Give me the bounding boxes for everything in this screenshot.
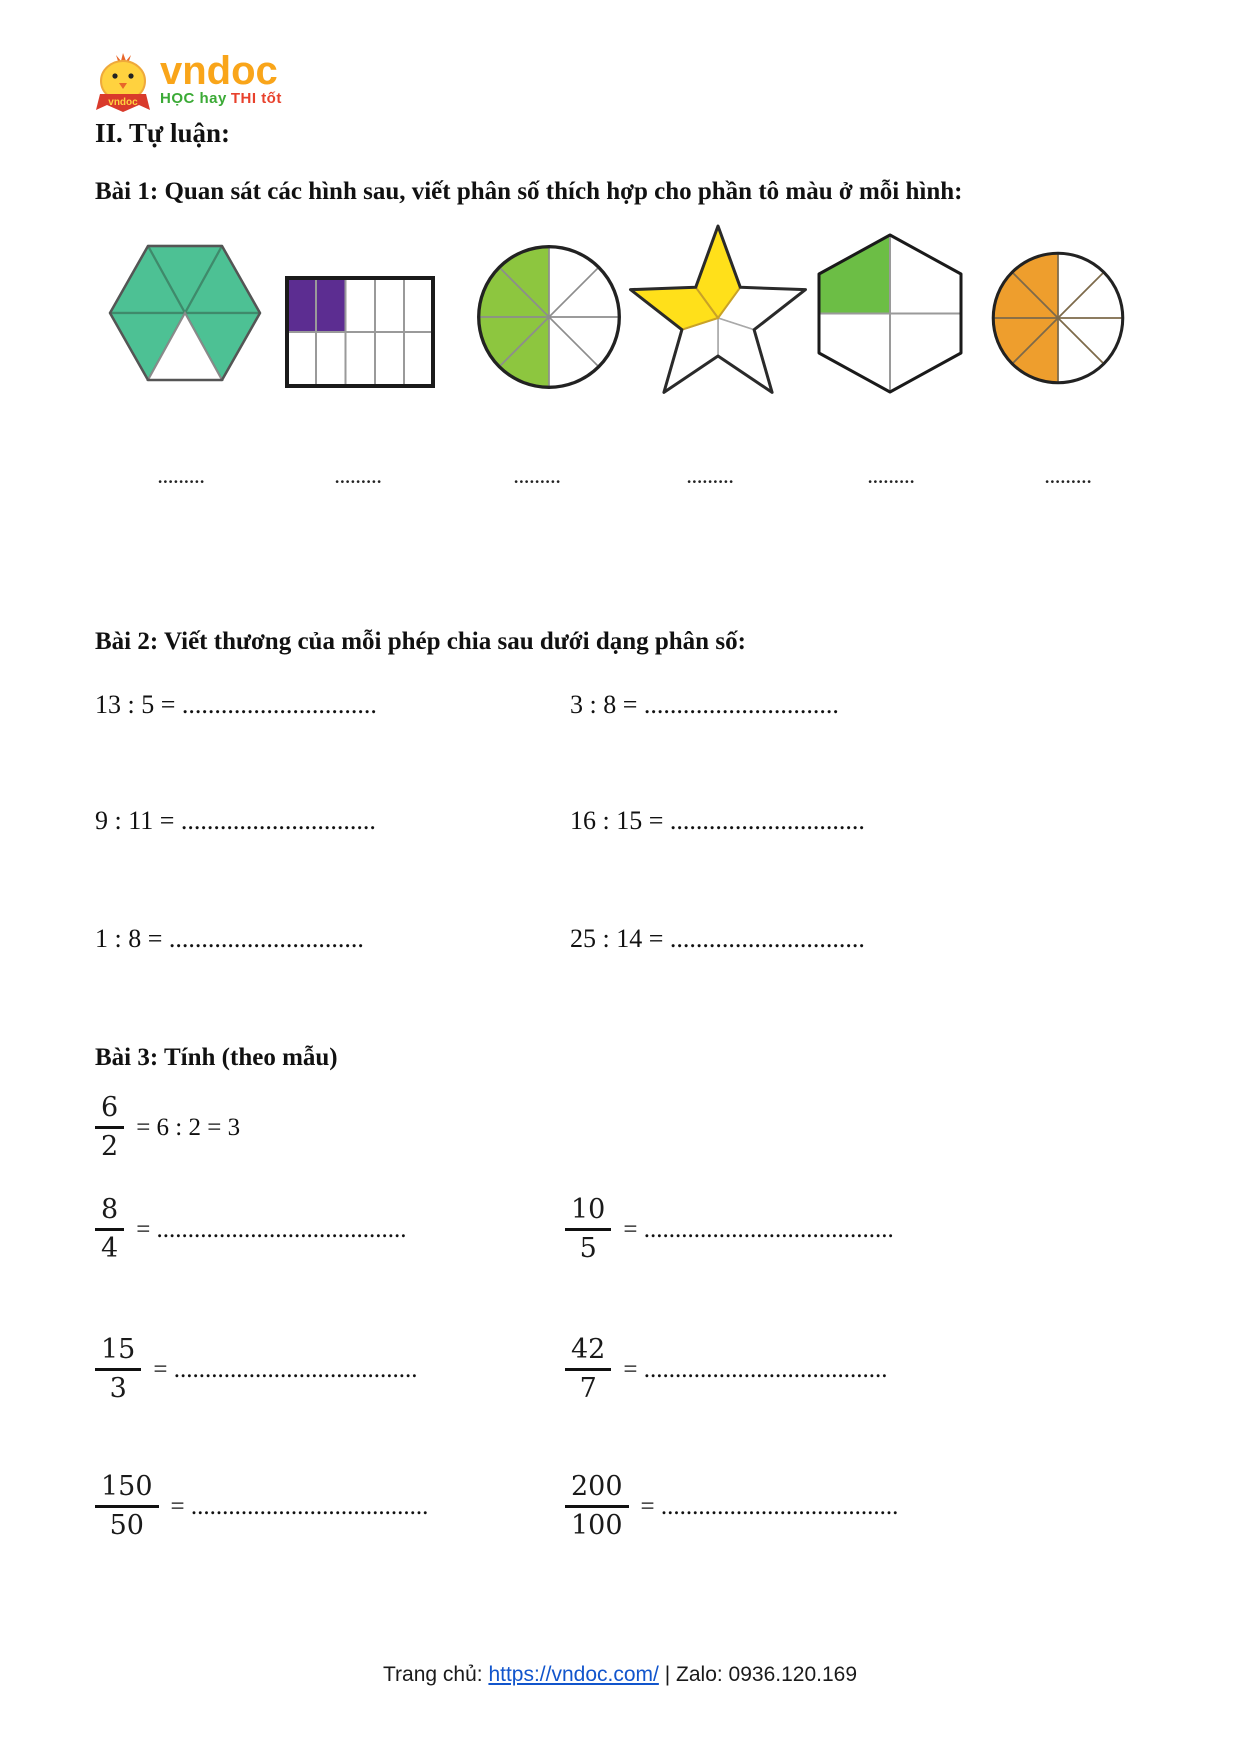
fraction xyxy=(565,1472,629,1541)
tagline-red: THI tốt xyxy=(230,90,282,107)
fraction-denominator: 50 xyxy=(109,1510,144,1542)
bai1-answer-line: ......... xyxy=(687,468,735,487)
answer-dots: = ...................................... xyxy=(640,1492,899,1520)
shape-hexagon-four-quarters xyxy=(815,231,965,396)
answer-dots: = ....................................... xyxy=(623,1355,888,1383)
fraction-example xyxy=(95,1093,240,1162)
division-problem: 16 : 15 = .............................. xyxy=(570,806,865,835)
footer-zalo: Zalo: 0936.120.169 xyxy=(676,1663,857,1686)
fraction-numerator: 10 xyxy=(565,1195,611,1231)
vndoc-logo xyxy=(92,49,282,118)
division-problem: 3 : 8 = .............................. xyxy=(570,690,839,719)
bai1-answer-line: ......... xyxy=(1045,468,1093,487)
fraction xyxy=(95,1093,124,1162)
fraction xyxy=(95,1472,159,1541)
answer-dots: = ........................................ xyxy=(136,1215,407,1243)
fraction-problem xyxy=(95,1335,417,1404)
fraction-numerator: 15 xyxy=(95,1335,141,1371)
fraction-denominator: 2 xyxy=(101,1131,119,1163)
footer-separator: | xyxy=(664,1663,671,1686)
fraction-problem xyxy=(95,1472,428,1541)
fraction-problem xyxy=(565,1335,887,1404)
fraction xyxy=(95,1195,124,1264)
fraction-numerator: 150 xyxy=(95,1472,159,1508)
bai1-answer-line: ......... xyxy=(158,468,206,487)
division-problem: 9 : 11 = .............................. xyxy=(95,806,376,835)
answer-dots: = ........................................ xyxy=(623,1215,894,1243)
footer-prefix: Trang chủ: xyxy=(382,1663,483,1686)
brand-wordmark: vndoc xyxy=(160,49,278,93)
bai1-answer-line: ......... xyxy=(868,468,916,487)
bai1-answer-line: ......... xyxy=(335,468,383,487)
fraction-problem xyxy=(565,1472,898,1541)
division-problem: 13 : 5 = .............................. xyxy=(95,690,377,719)
banner-text: vndoc xyxy=(108,97,138,108)
section-heading: II. Tự luận: xyxy=(95,118,231,148)
division-problem: 25 : 14 = .............................. xyxy=(570,924,865,953)
fraction xyxy=(565,1195,611,1264)
fraction-numerator: 200 xyxy=(565,1472,629,1508)
fraction-problem xyxy=(95,1195,407,1264)
fraction-denominator: 3 xyxy=(109,1373,127,1405)
shape-rectangle-ten-cells xyxy=(285,276,435,388)
fraction-denominator: 100 xyxy=(571,1510,623,1542)
shape-circle-eight-sectors-orange xyxy=(988,248,1128,388)
fraction xyxy=(565,1335,611,1404)
shape-hexagon-six-triangles xyxy=(105,238,265,388)
shape-star-five-sections xyxy=(623,218,813,418)
chick-mascot-icon xyxy=(92,52,154,118)
tagline-green: HỌC hay xyxy=(160,90,227,107)
fraction-numerator: 42 xyxy=(565,1335,611,1371)
bai1-title: Bài 1: Quan sát các hình sau, viết phân số thích hợp cho phần tô màu ở mỗi hình: xyxy=(95,178,963,205)
answer-dots: = ...................................... xyxy=(170,1492,429,1520)
fraction-denominator: 5 xyxy=(579,1233,597,1265)
division-problem: 1 : 8 = .............................. xyxy=(95,924,364,953)
fraction-denominator: 7 xyxy=(579,1373,597,1405)
bai2-title: Bài 2: Viết thương của mỗi phép chia sau dưới dạng phân số: xyxy=(95,628,746,655)
answer-dots: = ....................................... xyxy=(153,1355,418,1383)
fraction-denominator: 4 xyxy=(101,1233,119,1265)
example-result: = 6 : 2 = 3 xyxy=(136,1113,241,1141)
page-footer xyxy=(0,1663,1240,1687)
fraction-problem xyxy=(565,1195,894,1264)
fraction-numerator: 6 xyxy=(95,1093,124,1129)
fraction xyxy=(95,1335,141,1404)
fraction-numerator: 8 xyxy=(95,1195,124,1231)
bai3-title: Bài 3: Tính (theo mẫu) xyxy=(95,1044,338,1071)
shape-circle-eight-sectors-green xyxy=(473,241,625,393)
footer-home-link[interactable]: https://vndoc.com/ xyxy=(488,1663,659,1686)
brand-tagline xyxy=(160,90,282,107)
bai1-answer-line: ......... xyxy=(514,468,562,487)
